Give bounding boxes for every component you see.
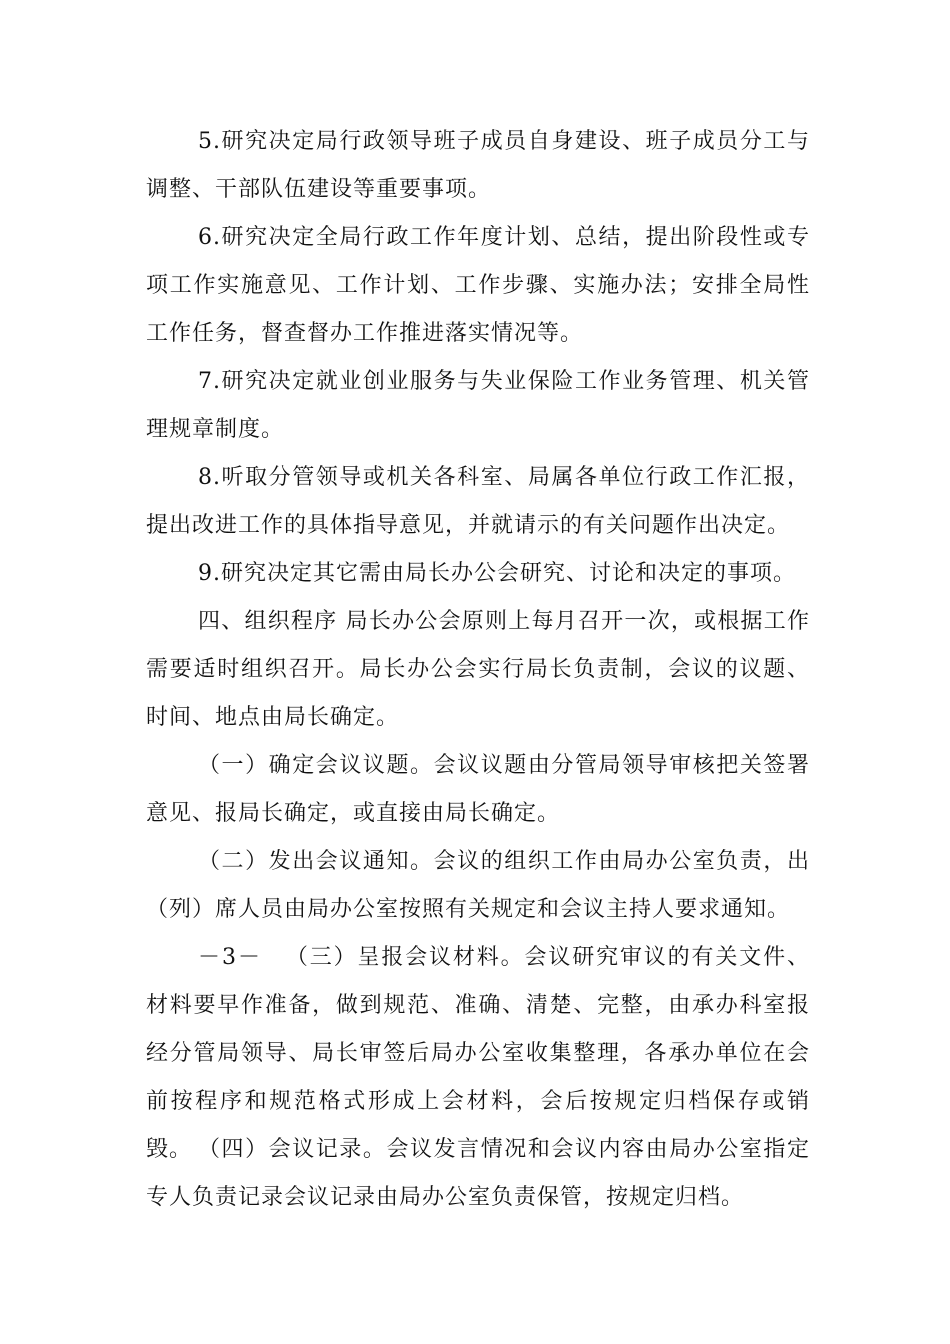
paragraph-item-6: 6.研究决定全局行政工作年度计划、总结，提出阶段性或专项工作实施意见、工作计划、工作步骤、实施办法；安排全局性工作任务，督查督办工作推进落实情况等。 (146, 225, 810, 346)
page-number: －3－ (198, 945, 262, 970)
paragraph-item-8: 8.听取分管领导或机关各科室、局属各单位行政工作汇报，提出改进工作的具体指导意见，并就请示的有关问题作出决定。 (146, 465, 810, 538)
paragraph-sub-one: （一）确定会议议题。会议议题由分管局领导审核把关签署意见、报局长确定，或直接由局长确定。 (146, 753, 810, 826)
paragraph-sub-three-text: （三）呈报会议材料。会议研究审议的有关文件、材料要早作准备，做到规范、准确、清楚、完整，由承办科室报经分管局领导、局长审签后局办公室收集整理，各承办单位在会前按程序和规范格式形成上会材料，会后按规定归档保存或销毁。 (146, 945, 810, 1162)
paragraph-section-four: 四、组织程序 局长办公会原则上每月召开一次，或根据工作需要适时组织召开。局长办公会实行局长负责制，会议的议题、时间、地点由局长确定。 (146, 609, 810, 730)
paragraph-sub-two: （二）发出会议通知。会议的组织工作由局办公室负责，出（列）席人员由局办公室按照有关规定和会议主持人要求通知。 (146, 849, 810, 922)
paragraph-item-5: 5.研究决定局行政领导班子成员自身建设、班子成员分工与调整、干部队伍建设等重要事项。 (146, 129, 810, 202)
paragraph-item-7: 7.研究决定就业创业服务与失业保险工作业务管理、机关管理规章制度。 (146, 369, 810, 442)
paragraph-item-9: 9.研究决定其它需由局长办公会研究、讨论和决定的事项。 (198, 561, 796, 586)
paragraph-sub-four: （四）会议记录。会议发言情况和会议内容由局办公室指定专人负责记录会议记录由局办公室负责保管，按规定归档。 (146, 1137, 810, 1210)
